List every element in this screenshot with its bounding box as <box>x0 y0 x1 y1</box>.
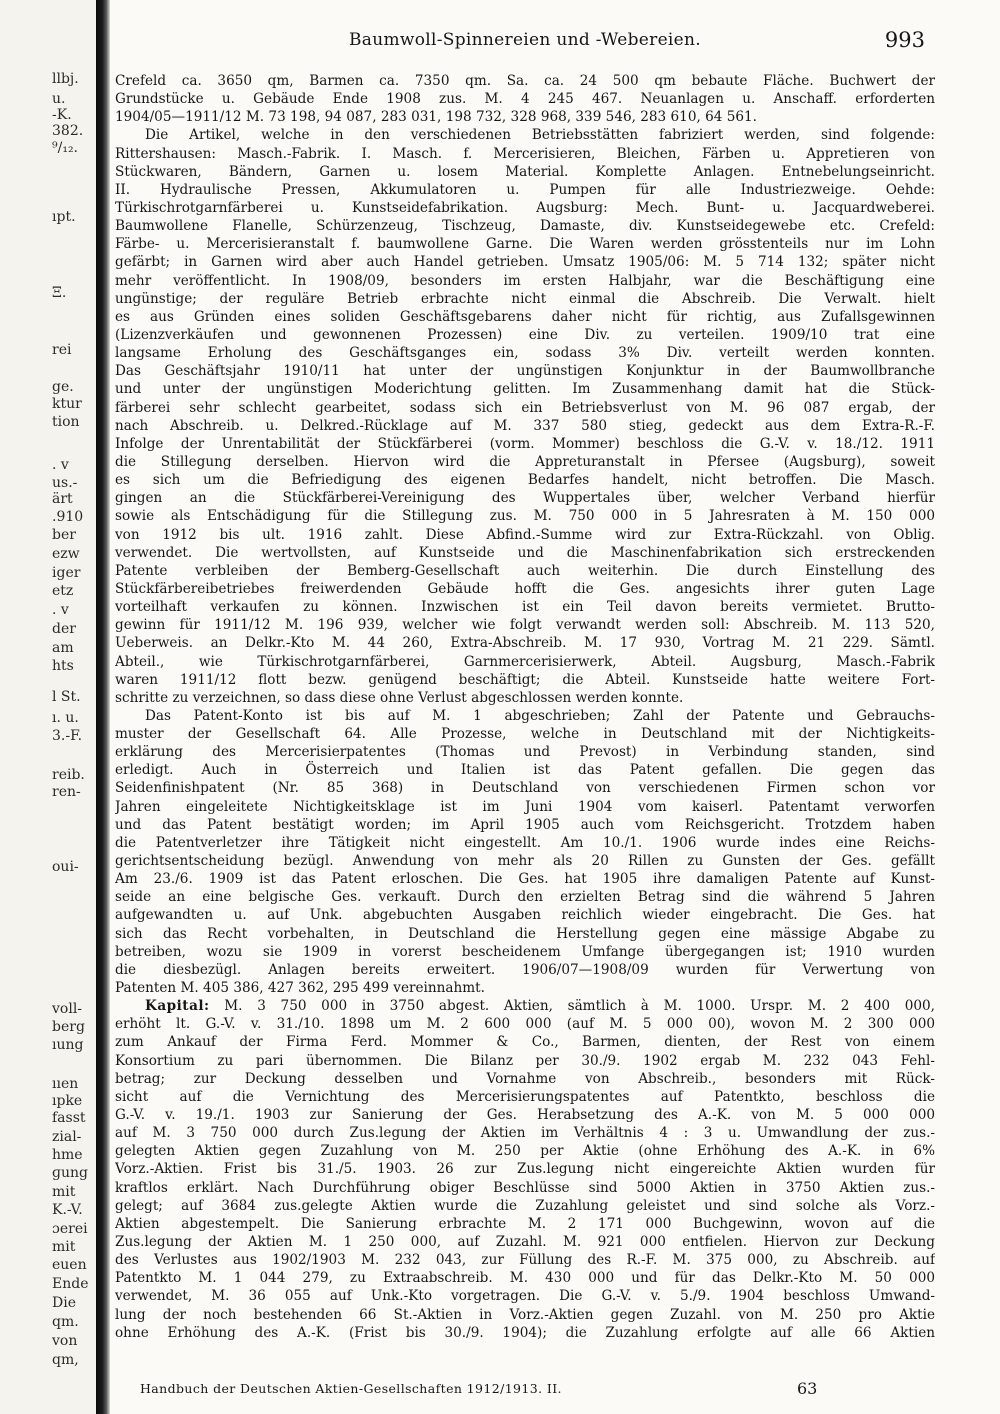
gutter-fragment: .910 <box>52 509 84 525</box>
text-line: verwendet, M. 36 055 auf Unk.-Kto vorgetragen. Die G.-V. v. 5./9. 1904 beschloss Umwand- <box>115 1288 935 1305</box>
text-line: gewinn für 1911/12 M. 196 939, welcher wie folgt verwandt werden soll: Abschreib. M. 113 520, <box>115 617 935 634</box>
gutter-fragment: 382. <box>52 123 84 139</box>
running-title: Baumwoll-Spinnereien und -Webereien. <box>349 30 701 50</box>
text-line: von 1912 bis ult. 1916 zahlt. Diese Abfind.-Summe wird zur Extra-Rückzahl. von Oblig. <box>115 526 935 543</box>
gutter-fragment: Ξ. <box>52 285 67 301</box>
text-line: 1904/05—1911/12 M. 73 198, 94 087, 283 031, 198 732, 328 968, 339 546, 283 610, 64 561. <box>115 109 757 126</box>
running-head <box>115 30 935 58</box>
gutter-fragment: zial- <box>52 1129 82 1145</box>
gutter-fragment: -K. <box>52 107 72 123</box>
gutter-fragment: ezw <box>52 546 80 562</box>
gutter-fragment: ıpke <box>52 1093 83 1109</box>
text-line: schritte zu verzeichnen, so dass diese ohne Verlust abgeschlossen werden konnte. <box>115 689 684 706</box>
text-line: sicht auf die Vernichtung des Mercerisierungspatentes auf Patentkto, beschloss die <box>115 1088 935 1105</box>
text-line: Das Patent-Konto ist bis auf M. 1 abgeschrieben; Zahl der Patente und Gebrauchs- <box>145 707 935 724</box>
text-line: Infolge der Unrentabilität der Stückfärberei (vorm. Mommer) beschloss die G.-V. v. 18./12. 1911 <box>115 435 935 452</box>
text-line: Stückfärbereibetriebes freiwerdenden Gebäude hofft die Ges. angesichts ihrer guten Lage <box>115 580 935 597</box>
text-line: Seidenfinishpatent (Nr. 85 368) in Deutschland von verschiedenen Firmen schon vor <box>115 780 935 797</box>
text-line: Färbe- u. Mercerisieranstalt f. baumwollene Garne. Die Waren werden grösstenteils nur im Lohn <box>115 236 935 253</box>
text-line: sich das Recht vorbehalten, in Deutschland die Herstellung gegen eine mässige Abgabe zu <box>115 925 935 942</box>
text-line: Das Geschäftsjahr 1910/11 hat unter der ungünstigen Konjunktur in der Baumwollbranche <box>115 363 935 380</box>
sheet-number: 63 <box>797 1379 818 1398</box>
text-line: es sich um die Befriedigung des eigenen Bedarfes handelt, nicht betroffen. Die Masch. <box>115 472 935 489</box>
text-line: Aktien abgestempelt. Die Sanierung erbrachte M. 2 171 000 Buchgewinn, wovon auf die <box>115 1215 935 1232</box>
text-line <box>115 997 935 1015</box>
text-line: (Lizenzverkäufen und gewonnenen Prozessen) eine Div. zu verteilen. 1909/10 trat eine <box>115 326 935 343</box>
body-text <box>115 72 935 1342</box>
text-line: mehr veröffentlicht. In 1908/09, besonders im ersten Halbjahr, war die Beschäftigung eine <box>115 272 935 289</box>
text-line: lung der noch bestehenden 66 St.-Aktien in Vorz.-Aktien gegen Zuzahl. von M. 250 pro Aktie <box>115 1306 935 1323</box>
gutter-fragment: ⁹/₁₂. <box>52 140 79 156</box>
text-line: nach Abschreib. u. Delkred.-Rücklage auf M. 337 580 stieg, gedeckt aus dem Extra-R.-F. <box>115 417 935 434</box>
text-line-content: M. 3 750 000 in 3750 abgest. Aktien, sämtlich à M. 1000. Urspr. M. 2 400 000, <box>209 998 935 1015</box>
text-line: färberei sehr schlecht gearbeitet, sodass sich ein Betriebsverlust von M. 96 087 ergab, der <box>115 399 935 416</box>
text-line: aufgewandten u. auf Unk. abgebuchten Ausgaben reichlich wieder eingebracht. Die Ges. hat <box>115 907 935 924</box>
gutter-fragment: K.-V. <box>52 1202 83 1218</box>
text-line: langsame Erholung des Geschäftsganges ein, sodass 3% Div. verteilt werden konnten. <box>115 345 935 362</box>
gutter-fragment: etz <box>52 583 74 599</box>
text-line: kraftlos erklärt. Nach Durchführung obiger Beschlüsse sind 5000 Aktien in 3750 Aktien zus.- <box>115 1179 935 1196</box>
page-number: 993 <box>884 28 925 52</box>
gutter-fragment: iger <box>52 565 81 581</box>
gutter-fragment: llbj. <box>52 71 79 87</box>
text-line: Stückwaren, Bändern, Garnen u. losem Material. Komplette Anlagen. Entnebelungseinricht. <box>115 163 935 180</box>
gutter-fragment: mit <box>52 1239 76 1255</box>
text-line: es aus Gründen eines soliden Geschäftsgebarens daher nicht für richtig, aus Zufallsgewinnen <box>115 308 935 325</box>
gutter-fragment: oui- <box>52 859 79 875</box>
gutter-fragment: ıpt. <box>52 209 76 225</box>
gutter-fragment: qm. <box>52 1314 79 1330</box>
book-page <box>115 0 935 1414</box>
text-line: Patenten M. 405 386, 427 362, 295 499 vereinnahmt. <box>115 980 485 997</box>
text-line: die diesbezügl. Anlagen bereits erweitert. 1906/07—1908/09 wurden für Verwertung von <box>115 961 935 978</box>
text-line: betrag; zur Deckung desselben und Vornahme von Abschreib., besonders mit Rück- <box>115 1070 935 1087</box>
text-line: ungünstige; der reguläre Betrieb erbrachte nicht einmal die Abschreib. Die Verwalt. hielt <box>115 290 935 307</box>
gutter-fragment: Die <box>52 1295 76 1311</box>
text-line: seide an eine belgische Ges. verkauft. Durch den erzielten Betrag sind die während 5 Jahren <box>115 889 935 906</box>
gutter-fragment: ber <box>52 527 76 543</box>
gutter-fragment: Ende <box>52 1276 89 1292</box>
text-line: erklärung des Mercerisierpatentes (Thomas und Prevost) in Verbindung standen, sind <box>115 744 935 761</box>
gutter-fragment: ktur <box>52 396 82 412</box>
gutter-fragment: mit <box>52 1184 76 1200</box>
gutter-fragment: ärt <box>52 491 73 507</box>
text-line: Vorz.-Aktien. Frist bis 31./5. 1903. 26 zur Zus.legung nicht eingereichte Aktien wurden für <box>115 1161 935 1178</box>
text-line: vorteilhaft verkaufen zu können. Inzwischen ist ein Teil davon bereits vermietet. Brutto- <box>115 599 935 616</box>
gutter-fragment: reib. <box>52 767 85 783</box>
text-line: gelegt; auf 3684 zus.gelegte Aktien wurde die Zuzahlung geleistet und sind solche als Vorz.- <box>115 1197 935 1214</box>
text-line: die Stillegung derselben. Hiervon wird die Appreturanstalt in Pfersee (Augsburg), soweit <box>115 453 935 470</box>
text-line: Abteil., wie Türkischrotgarnfärberei, Garnmercerisierwerk, Abteil. Augsburg, Masch.-Fabrik <box>115 653 935 670</box>
gutter-fragment: berg <box>52 1019 85 1035</box>
gutter-fragment: der <box>52 621 76 637</box>
gutter-fragment: fasst <box>52 1110 86 1126</box>
text-line: sowie als Entschädigung für die Stillegung zus. M. 750 000 in 5 Jahresraten à M. 150 000 <box>115 508 935 525</box>
gutter-fragment: euen <box>52 1257 87 1273</box>
text-line: Patente verbleiben der Bemberg-Gesellschaft auch weiterhin. Die durch Einstellung des <box>115 562 935 579</box>
text-line: verwendet. Die wertvollsten, auf Kunstseide und die Maschinenfabrikation sich erstreckenden <box>115 544 935 561</box>
text-line: zum Ankauf der Firma Ferd. Mommer & Co., Barmen, dienten, der Rest von einem <box>115 1034 935 1051</box>
gutter-fragment: us.- <box>52 475 78 491</box>
gutter-fragment: l St. <box>52 689 81 705</box>
text-line: erhöht lt. G.-V. v. 31./10. 1898 um M. 2 600 000 (auf M. 5 000 00), wovon M. 2 300 000 <box>115 1016 935 1033</box>
text-line: und unter der ungünstigen Moderichtung gelitten. Im Zusammenhang damit hat die Stück- <box>115 381 935 398</box>
text-line: erledigt. Auch in Österreich und Italien ist das Patent gefallen. Die gegen das <box>115 762 935 779</box>
text-line: und das Patent bestätigt worden; im April 1905 auch vom Reichsgericht. Trotzdem haben <box>115 816 935 833</box>
text-line: die Patentverletzer ihre Tätigkeit nicht eingestellt. Am 10./1. 1906 wurde indes eine Reichs- <box>115 834 935 851</box>
text-line: gelegten Aktien gegen Zuzahlung von M. 250 per Aktie (ohne Erhöhung des A.-K. in 6% <box>115 1143 935 1160</box>
adjacent-page-margin <box>0 0 96 1414</box>
text-line: Crefeld ca. 3650 qm, Barmen ca. 7350 qm. Sa. ca. 24 500 qm bebaute Fläche. Buchwert der <box>115 73 935 89</box>
text-line: Patentkto M. 1 044 279, zu Extraabschreib. M. 430 000 und für das Delkr.-Kto M. 50 000 <box>115 1270 935 1287</box>
gutter-fragment: ren- <box>52 784 81 800</box>
text-line: muster der Gesellschaft 64. Alle Prozesse, welche in Deutschland mit der Nichtigkeits- <box>115 726 935 743</box>
text-line: Türkischrotgarnfärberei u. Kunstseidefabrikation. Augsburg: Mech. Bunt- u. Jacquardweberei. <box>115 199 935 216</box>
gutter-fragment: am <box>52 640 74 656</box>
text-line: betreiben, wozu sie 1909 in vorerst bescheidenem Umfange übergegangen ist; 1910 wurden <box>115 943 935 960</box>
gutter-fragment: voll- <box>52 1001 83 1017</box>
text-line: Die Artikel, welche in den verschiedenen Betriebsstätten fabriziert werden, sind folgende: <box>145 127 935 144</box>
text-line: ohne Erhöhung des A.-K. (Frist bis 30./9. 1904); die Zuzahlung erfolgte auf alle 66 Aktien <box>115 1324 935 1341</box>
gutter-fragment: ge. <box>52 379 74 395</box>
gutter-fragment: ı. u. <box>52 710 79 726</box>
gutter-fragment: ɡung <box>52 1165 88 1181</box>
text-line: gerichtsentscheidung bezügl. Anwendung von mehr als 20 Rillen zu Gunsten der Ges. gefällt <box>115 853 935 870</box>
book-fold-shadow <box>96 0 110 1414</box>
text-line: G.-V. v. 19./1. 1903 zur Sanierung der Ges. Herabsetzung des A.-K. von M. 5 000 000 <box>115 1107 935 1124</box>
text-line: Konsortium zu pari übernommen. Die Bilanz per 30./9. 1902 ergab M. 232 043 Fehl- <box>115 1052 935 1069</box>
gutter-fragment: . v <box>52 602 69 618</box>
text-line: auf M. 3 750 000 durch Zus.legung der Aktien im Verhältnis 4 : 3 u. Umwandlung der zus.- <box>115 1125 935 1142</box>
text-line: gefärbt; in Garnen wird aber auch Handel getrieben. Umsatz 1905/06: M. 5 714 132; später nicht <box>115 254 935 271</box>
text-line: Zus.legung der Aktien M. 1 250 000, auf Zuzahl. M. 921 000 entfielen. Hiervon zur Deckung <box>115 1234 935 1250</box>
text-line: Jahren eingeleitete Nichtigkeitsklage ist im Juni 1904 vom kaiserl. Patentamt verworfen <box>115 798 935 815</box>
gutter-fragment: tion <box>52 414 80 430</box>
text-line: waren 1911/12 flott bezw. genügend beschäftigt; die Abteil. Kunstseide hatte weitere Fort- <box>115 671 935 688</box>
text-line: Rittershausen: Masch.-Fabrik. I. Masch. f. Mercerisieren, Bleichen, Färben u. Appretieren von <box>115 145 935 162</box>
gutter-fragment: hts <box>52 658 74 674</box>
text-line: Baumwollene Flanelle, Schürzenzeug, Tischzeug, Damaste, div. Kunstseidegewebe etc. Crefeld: <box>115 218 935 235</box>
gutter-fragment: u. <box>52 91 66 107</box>
footer-citation: Handbuch der Deutschen Aktien-Gesellschaften 1912/1913. II. <box>140 1381 562 1396</box>
text-line: des Verlustes aus 1902/1903 M. 232 043, zur Füllung des R.-F. M. 375 000, zu Abschreib. auf <box>115 1252 935 1269</box>
text-line: Am 23./6. 1909 ist das Patent erloschen. Die Ges. hat 1905 ihre damaligen Patente auf Kunst- <box>115 871 935 888</box>
gutter-fragment: . v <box>52 457 69 473</box>
gutter-fragment: hme <box>52 1147 83 1163</box>
gutter-fragment: 3.-F. <box>52 728 83 744</box>
gutter-fragment: qm, <box>52 1352 79 1368</box>
text-line: Ueberweis. an Delkr.-Kto M. 44 260, Extra-Abschreib. M. 17 930, Vortrag M. 21 229. Sämtl. <box>115 635 935 652</box>
gutter-fragment: ɔerei <box>52 1221 88 1237</box>
text-line: Grundstücke u. Gebäude Ende 1908 zus. M. 4 245 467. Neuanlagen u. Anschaff. erforderten <box>115 91 935 108</box>
section-lead: Kapital: <box>145 998 210 1015</box>
gutter-fragment: rei <box>52 342 72 358</box>
gutter-fragment: ıung <box>52 1037 84 1053</box>
gutter-fragment: ııen <box>52 1076 79 1092</box>
page-footer <box>115 1381 935 1403</box>
text-line: gingen an die Stückfärberei-Vereinigung des Wuppertales über, welcher Verband hierfür <box>115 490 935 507</box>
text-line: II. Hydraulische Pressen, Akkumulatoren u. Pumpen für alle Industriezweige. Oehde: <box>115 181 935 198</box>
gutter-fragment: von <box>52 1333 78 1349</box>
